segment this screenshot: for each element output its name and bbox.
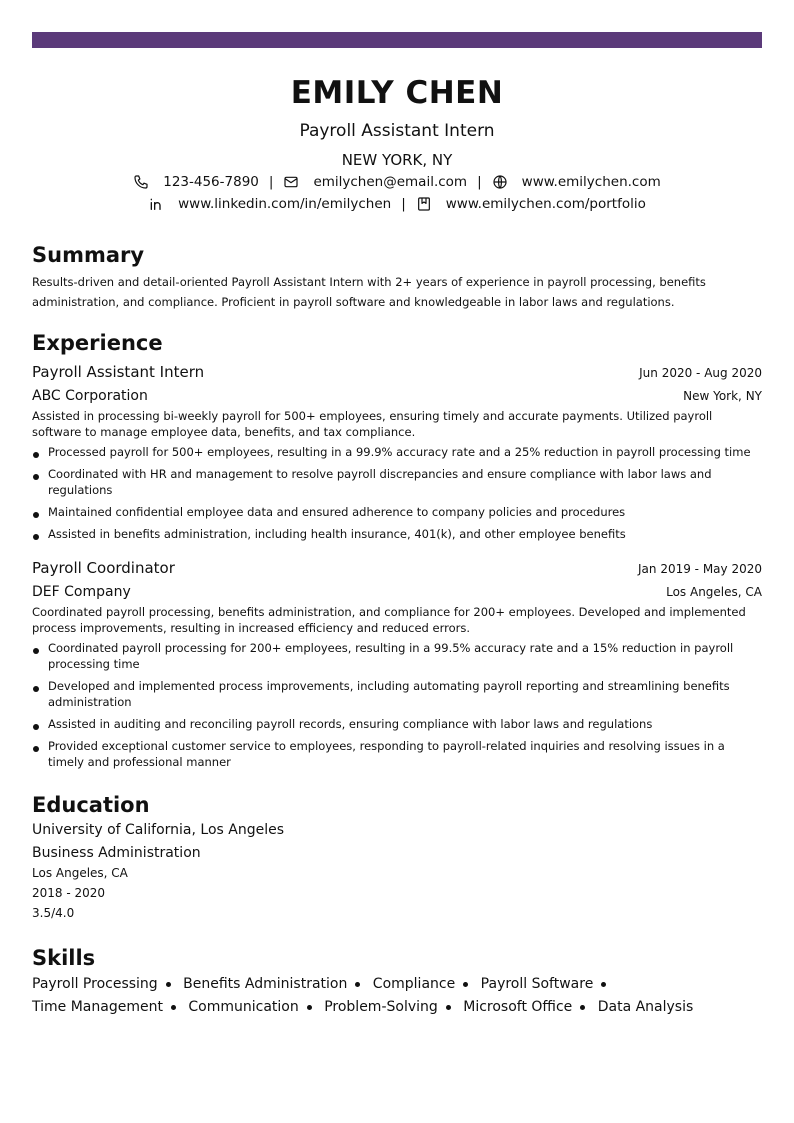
skill-item: Time Management (32, 999, 163, 1015)
job-company: DEF Company (32, 584, 131, 600)
contact-email[interactable] (283, 172, 467, 192)
job-location: New York, NY (683, 389, 762, 403)
edu-gpa: 3.5/4.0 (32, 906, 75, 920)
linkedin-link[interactable]: www.linkedin.com/in/emilychen (178, 196, 392, 212)
summary-heading: Summary (32, 243, 145, 267)
separator: | (477, 174, 482, 190)
summary-section (32, 242, 762, 312)
globe-icon (492, 174, 508, 190)
skill-separator-dot (307, 1005, 312, 1010)
skill-separator-dot (171, 1005, 176, 1010)
mail-icon (283, 174, 299, 190)
skill-item: Communication (188, 999, 299, 1015)
contact-linkedin[interactable] (148, 194, 391, 214)
skill-item: Payroll Processing (32, 976, 158, 992)
experience-section (32, 330, 762, 770)
bullet-item: Coordinated with HR and management to resolve payroll discrepancies and ensure compliance with labor laws and regulations (32, 466, 762, 498)
skills-heading: Skills (32, 946, 96, 970)
contact-phone (133, 172, 259, 192)
candidate-title: Payroll Assistant Intern (299, 121, 495, 141)
job-entry (32, 558, 762, 770)
contact-line-1 (32, 172, 762, 192)
linkedin-icon (148, 196, 164, 212)
bullet-item: Processed payroll for 500+ employees, resulting in a 99.9% accuracy rate and a 25% reduction in payroll processing time (32, 444, 762, 460)
bullet-item: Maintained confidential employee data and ensured adherence to company policies and procedures (32, 504, 762, 520)
edu-major: Business Administration (32, 845, 201, 861)
phone-number: 123-456-7890 (163, 174, 259, 190)
skill-item: Benefits Administration (183, 976, 348, 992)
job-dates: Jan 2019 - May 2020 (638, 562, 762, 576)
job-bullets (32, 444, 762, 542)
job-role: Payroll Assistant Intern (32, 363, 205, 381)
skill-item: Payroll Software (480, 976, 594, 992)
edu-years: 2018 - 2020 (32, 886, 106, 900)
portfolio-link[interactable]: www.emilychen.com/portfolio (445, 196, 646, 212)
bookmark-icon (416, 196, 432, 212)
skill-separator-dot (463, 982, 468, 987)
bullet-item: Developed and implemented process improvements, including automating payroll reporting and streamlining benefits administration (32, 678, 762, 710)
edu-location: Los Angeles, CA (32, 866, 128, 880)
skills-section (32, 945, 762, 1019)
skill-item: Compliance (372, 976, 456, 992)
resume-header (32, 74, 762, 214)
accent-bar (32, 32, 762, 48)
bullet-item: Assisted in benefits administration, including health insurance, 401(k), and other employee benefits (32, 526, 762, 542)
experience-heading: Experience (32, 331, 163, 355)
job-dates: Jun 2020 - Aug 2020 (639, 366, 762, 380)
bullet-item: Assisted in auditing and reconciling payroll records, ensuring compliance with labor laws and regulations (32, 716, 762, 732)
resume-page (32, 32, 762, 1019)
email-link[interactable]: emilychen@email.com (313, 174, 468, 190)
contact-portfolio[interactable] (416, 194, 646, 214)
contact-line-2 (32, 194, 762, 214)
job-company: ABC Corporation (32, 388, 148, 404)
skill-separator-dot (601, 982, 606, 987)
skill-separator-dot (446, 1005, 451, 1010)
education-section (32, 792, 762, 923)
summary-text: Results-driven and detail-oriented Payroll Assistant Intern with 2+ years of experience in payroll processing, benefits administration, and compliance. Proficient in payroll software and knowledgeable in labor laws and regulations. (32, 275, 706, 309)
separator: | (401, 196, 406, 212)
candidate-name: EMILY CHEN (290, 75, 504, 111)
skill-item: Microsoft Office (463, 999, 573, 1015)
contact-website[interactable] (492, 172, 661, 192)
education-heading: Education (32, 793, 150, 817)
bullet-item: Coordinated payroll processing for 200+ employees, resulting in a 99.5% accuracy rate and a 15% reduction in payroll processing time (32, 640, 762, 672)
skill-item: Data Analysis (597, 999, 694, 1015)
phone-icon (133, 174, 149, 190)
skill-separator-dot (580, 1005, 585, 1010)
skill-separator-dot (166, 982, 171, 987)
edu-school: University of California, Los Angeles (32, 822, 285, 838)
website-link[interactable]: www.emilychen.com (521, 174, 661, 190)
job-bullets (32, 640, 762, 770)
bullet-item: Provided exceptional customer service to employees, responding to payroll-related inquiries and resolving issues in a timely and professional manner (32, 738, 762, 770)
job-entry (32, 362, 762, 542)
skills-list (32, 973, 732, 1019)
job-description: Coordinated payroll processing, benefits administration, and compliance for 200+ employees. Developed and implemented process improvements, resulting in increased efficiency and reduced errors. (32, 605, 746, 635)
job-role: Payroll Coordinator (32, 559, 175, 577)
job-description: Assisted in processing bi-weekly payroll for 500+ employees, ensuring timely and accurate payments. Utilized payroll software to manage employee data, benefits, and tax compliance. (32, 409, 713, 439)
separator: | (268, 174, 274, 190)
skill-separator-dot (355, 982, 360, 987)
job-location: Los Angeles, CA (666, 585, 762, 599)
skill-item: Problem-Solving (324, 999, 438, 1015)
candidate-location: NEW YORK, NY (341, 151, 453, 169)
